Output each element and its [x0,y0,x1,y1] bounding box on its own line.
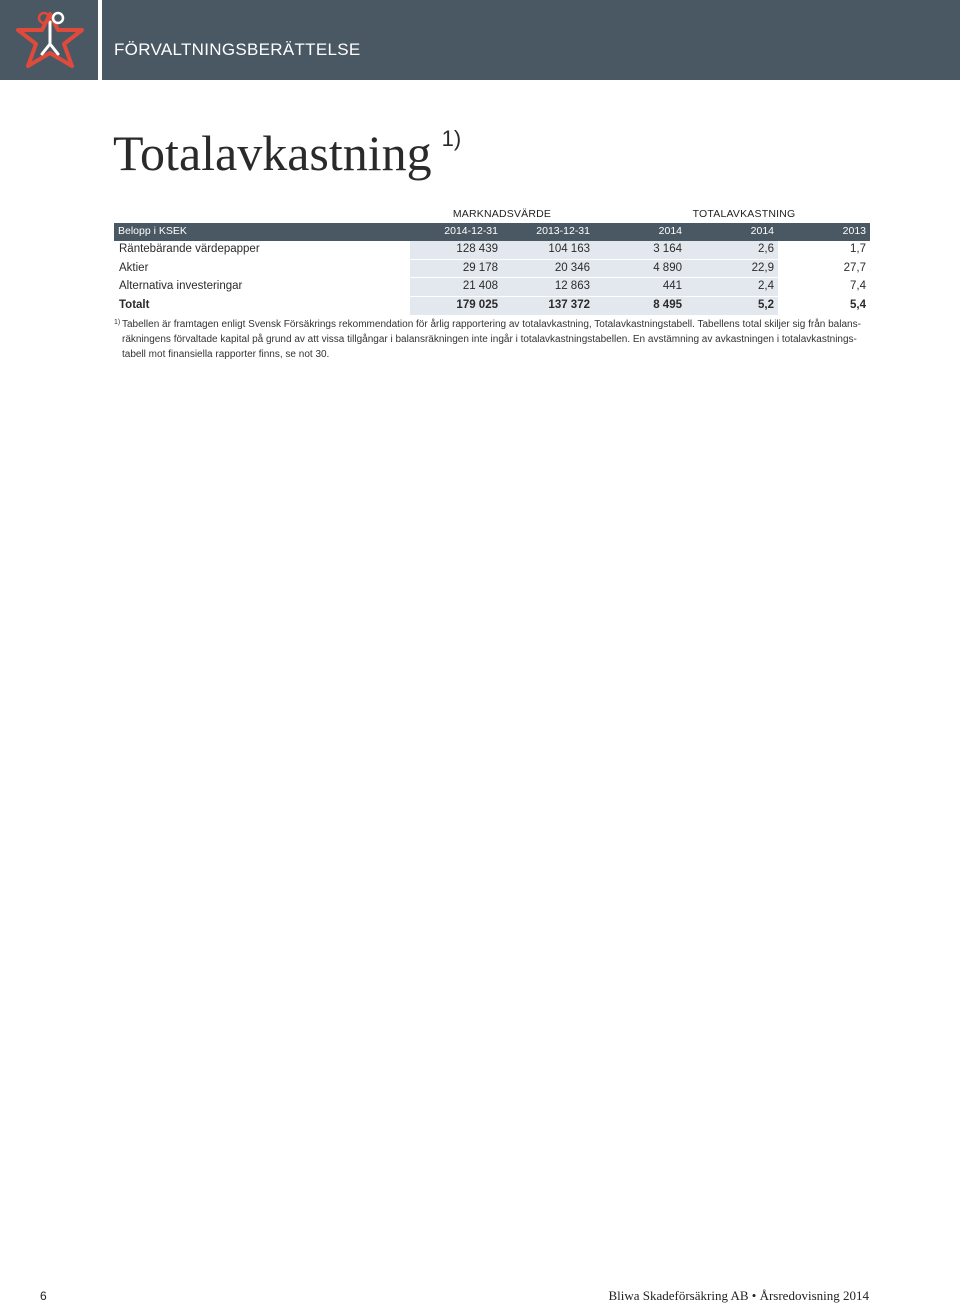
table-cell: 7,4 [778,278,870,297]
table-cell: 2,4 [686,278,778,297]
section-title: FÖRVALTNINGSBERÄTTELSE [114,40,361,59]
table-row [114,278,870,297]
star-people-logo-icon [12,8,88,72]
column-header-row [114,223,870,241]
table-cell: 5,4 [778,297,870,316]
table-row [114,259,870,278]
data-table [114,223,870,316]
row-label: Aktier [114,259,410,278]
column-header: Belopp i KSEK [114,223,410,241]
table-cell: 20 346 [502,259,594,278]
table-cell: 12 863 [502,278,594,297]
group-header-row [114,205,870,223]
row-label: Alternativa investeringar [114,278,410,297]
group-header-total-return: TOTALAVKASTNING [692,208,796,220]
table-cell: 21 408 [410,278,502,297]
footnote-mark: 1) [114,319,121,326]
total-return-table [114,205,870,316]
page-title-text: Totalavkastning [113,125,432,181]
table-cell: 1,7 [778,241,870,259]
table-cell: 441 [594,278,686,297]
table-cell: 137 372 [502,297,594,316]
table-cell: 27,7 [778,259,870,278]
page-title [113,124,461,182]
table-row [114,241,870,259]
page-header [0,0,960,80]
footnote-text: Tabellen är framtagen enligt Svensk Försäkrings rekommendation för årlig rapportering av totalavkastning, Totalavkastningstabell. Tabellens total skiljer sig från balans-räkningens förvaltade kapital på grund av att vissa tillgångar i balansräkningen inte ingår i totalavkastningstabellen. En avstämning av avkastningen i totalavkastnings-tabell mot finansiella rapporter finns, se not 30. [122,319,861,360]
row-label: Totalt [114,297,410,316]
footer-publication: Bliwa Skadeförsäkring AB • Årsredovisning 2014 [608,1288,869,1303]
column-header: 2014-12-31 [410,223,502,241]
column-header: 2013-12-31 [502,223,594,241]
table-cell: 4 890 [594,259,686,278]
table-cell: 22,9 [686,259,778,278]
column-header: 2014 [594,223,686,241]
table-cell: 8 495 [594,297,686,316]
page-number: 6 [40,1289,47,1303]
column-header: 2014 [686,223,778,241]
table-row-total [114,297,870,316]
table-cell: 5,2 [686,297,778,316]
table-cell: 128 439 [410,241,502,259]
group-header-market-value: MARKNADSVÄRDE [452,208,552,220]
table-cell: 2,6 [686,241,778,259]
row-label: Räntebärande värdepapper [114,241,410,259]
title-footnote-ref: 1) [441,126,462,151]
logo-area [0,0,98,80]
table-cell: 179 025 [410,297,502,316]
table-cell: 104 163 [502,241,594,259]
column-header: 2013 [778,223,870,241]
table-cell: 3 164 [594,241,686,259]
header-divider [98,0,102,80]
footnote [114,317,870,362]
table-cell: 29 178 [410,259,502,278]
